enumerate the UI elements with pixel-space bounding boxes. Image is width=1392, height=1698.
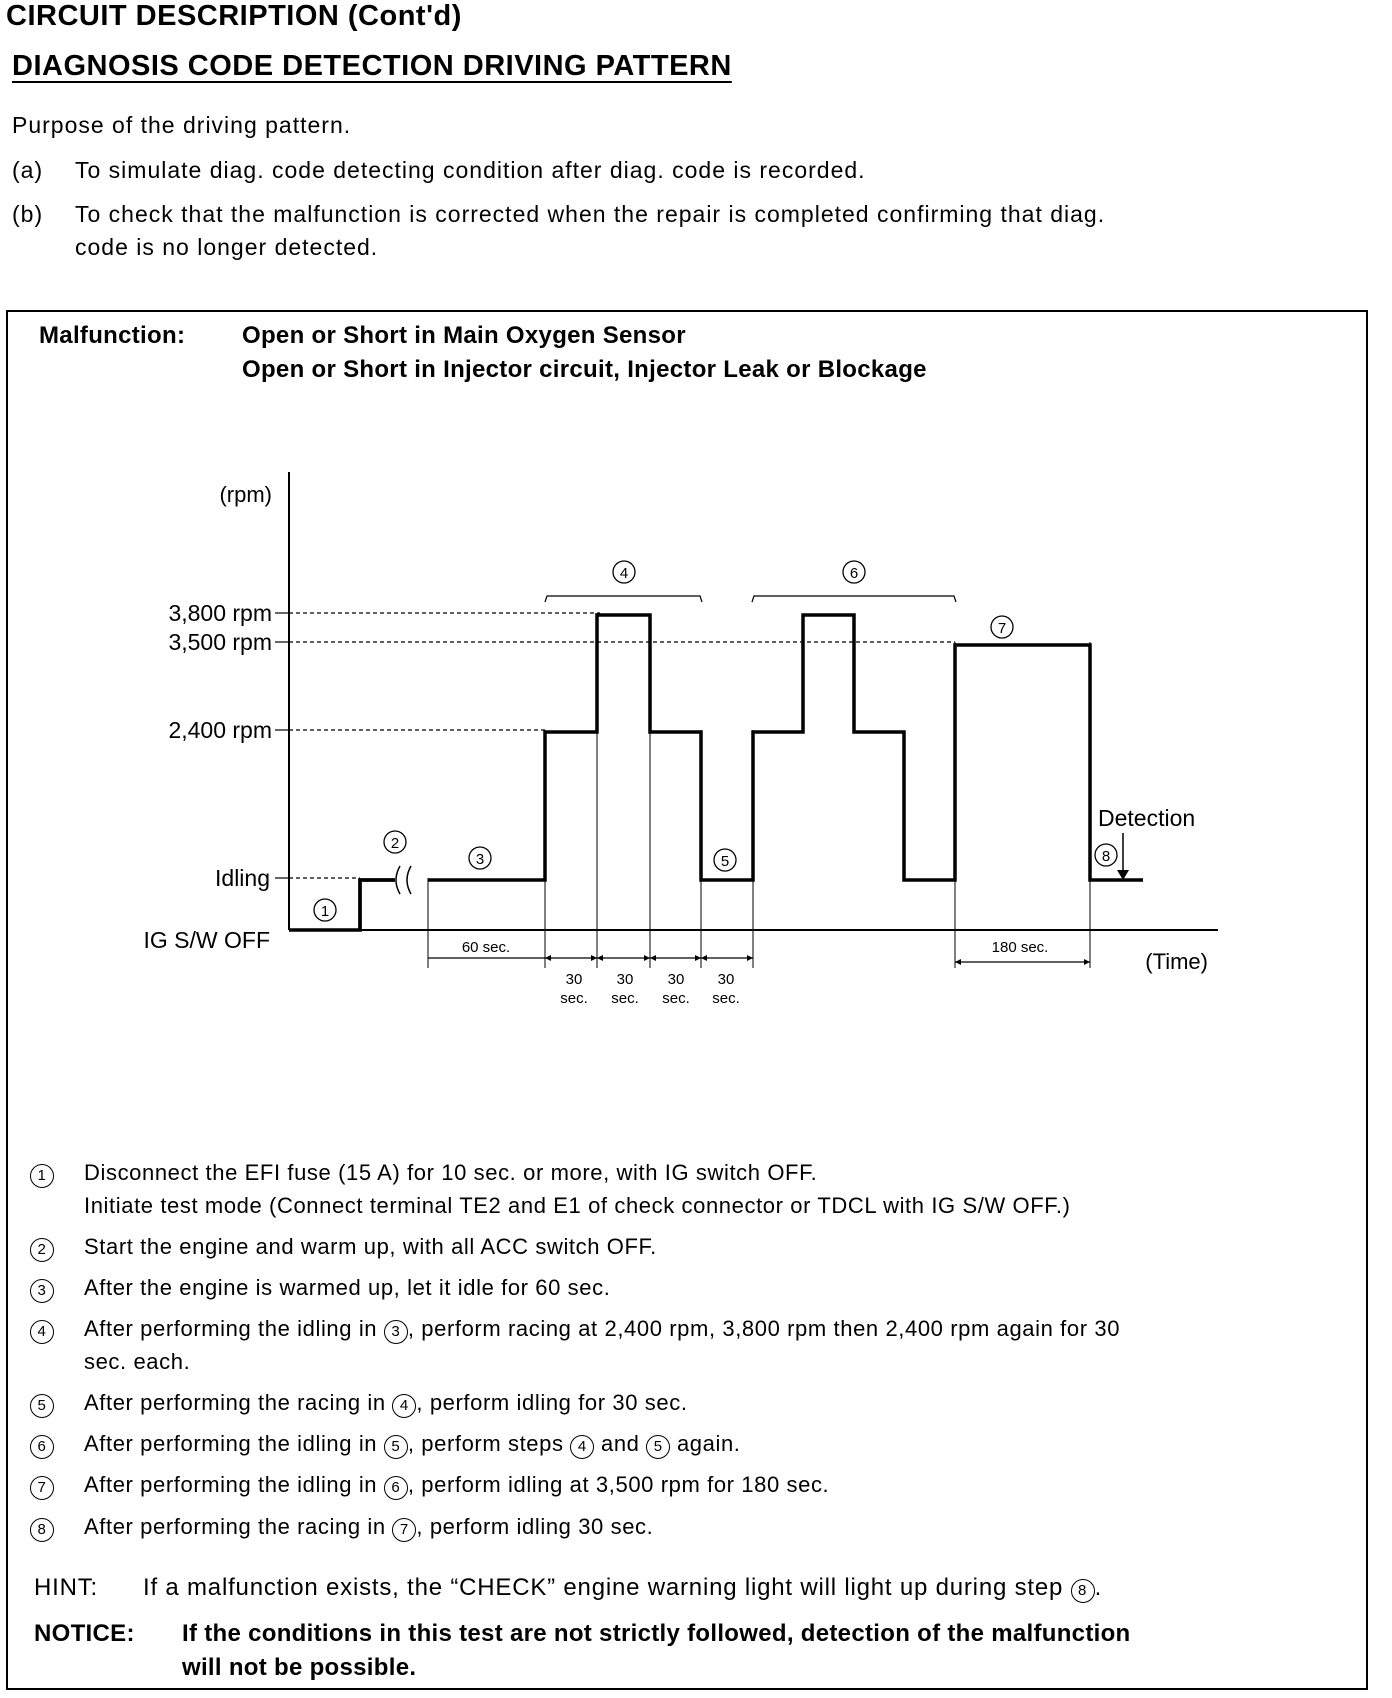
marker-8 <box>1095 844 1117 866</box>
step-7-text: After performing the idling in 6 , perform idling at 3,500 rpm for 180 sec. <box>84 1472 829 1500</box>
purpose-text-b: To check that the malfunction is corrected when the repair is completed confirming that diag. <box>75 201 1106 227</box>
level-label-2400: 2,400 rpm <box>168 717 272 743</box>
malfunction-line-1: Open or Short in Main Oxygen Sensor <box>242 322 686 349</box>
step-6-text: After performing the idling in 5 , perform steps 4 and 5 again. <box>84 1431 741 1459</box>
step-4-text: After performing the idling in 3 , perform racing at 2,400 rpm, 3,800 rpm then 2,400 rpm again for 30 <box>84 1316 1120 1344</box>
dim-180-label: 180 sec. <box>991 939 1049 956</box>
malfunction-line-2: Open or Short in Injector circuit, Injector Leak or Blockage <box>242 356 927 383</box>
marker-3 <box>469 847 491 869</box>
detection-label: Detection <box>1098 805 1196 831</box>
step-6-number: 6 <box>30 1435 54 1459</box>
notice-text-cont: will not be possible. <box>182 1654 417 1681</box>
notice-label: NOTICE: <box>34 1620 135 1647</box>
svg-text:5: 5 <box>720 853 730 870</box>
purpose-marker-a: (a) <box>12 157 44 183</box>
dim-30-labels <box>560 971 740 1007</box>
step-8-number: 8 <box>30 1518 54 1542</box>
bracket-6 <box>752 596 956 602</box>
step-4-number: 4 <box>30 1320 54 1344</box>
marker-2 <box>384 831 406 853</box>
hint-label: HINT: <box>34 1574 98 1601</box>
step-6 <box>30 1431 54 1459</box>
svg-text:sec.: sec. <box>611 990 639 1007</box>
svg-text:6: 6 <box>849 565 859 582</box>
marker-7 <box>991 616 1013 638</box>
diagram-markers <box>314 561 1117 921</box>
level-label-3500: 3,500 rpm <box>168 629 272 655</box>
step-2-text: Start the engine and warm up, with all ACC switch OFF. <box>84 1234 657 1259</box>
svg-text:1: 1 <box>320 903 330 920</box>
page-title: CIRCUIT DESCRIPTION (Cont'd) <box>6 0 462 32</box>
step-2-number: 2 <box>30 1238 54 1262</box>
step-8-text: After performing the racing in 7 , perform idling 30 sec. <box>84 1514 653 1542</box>
level-label-idling: Idling <box>215 865 270 891</box>
marker-6 <box>843 561 865 583</box>
step-3-text: After the engine is warmed up, let it idle for 60 sec. <box>84 1275 611 1300</box>
svg-text:sec.: sec. <box>560 990 588 1007</box>
x-unit-label: (Time) <box>1145 949 1208 974</box>
svg-text:4: 4 <box>619 565 629 582</box>
bracket-4 <box>545 596 702 602</box>
svg-text:sec.: sec. <box>662 990 690 1007</box>
page-subtitle: DIAGNOSIS CODE DETECTION DRIVING PATTERN <box>12 50 732 82</box>
marker-1 <box>314 899 336 921</box>
step-2 <box>30 1234 54 1262</box>
svg-text:8: 8 <box>1101 848 1111 865</box>
segment-guides <box>428 613 1090 968</box>
step-4 <box>30 1316 54 1344</box>
malfunction-label: Malfunction: <box>39 322 186 349</box>
svg-text:3: 3 <box>475 851 485 868</box>
hint-text: If a malfunction exists, the “CHECK” engine warning light will light up during step 8 . <box>143 1574 1103 1601</box>
step-8 <box>30 1514 54 1542</box>
level-label-3800: 3,800 rpm <box>168 600 272 626</box>
step-7-number: 7 <box>30 1476 54 1500</box>
break-symbol <box>396 866 400 894</box>
step-1-text-cont: Initiate test mode (Connect terminal TE2 and E1 of check connector or TDCL with IG S/W OFF.) <box>84 1193 1071 1218</box>
purpose-text-b-cont: code is no longer detected. <box>75 234 379 260</box>
svg-text:7: 7 <box>997 620 1007 637</box>
step-5-number: 5 <box>30 1394 54 1418</box>
step-3 <box>30 1275 54 1303</box>
step-7 <box>30 1472 54 1500</box>
step-5-text: After performing the racing in 4 , perform idling for 30 sec. <box>84 1390 688 1418</box>
marker-5 <box>714 849 736 871</box>
svg-text:2: 2 <box>390 835 400 852</box>
svg-text:30: 30 <box>616 971 634 988</box>
dim-60-label: 60 sec. <box>461 939 511 956</box>
step-1 <box>30 1160 54 1188</box>
svg-text:30: 30 <box>565 971 583 988</box>
svg-text:30: 30 <box>667 971 685 988</box>
rpm-trace <box>289 880 395 930</box>
level-label-off: IG S/W OFF <box>143 927 270 953</box>
step-1-number: 1 <box>30 1164 54 1188</box>
step-4-text-cont: sec. each. <box>84 1349 191 1374</box>
y-unit-label: (rpm) <box>219 482 272 507</box>
step-5 <box>30 1390 54 1418</box>
notice-text: If the conditions in this test are not strictly followed, detection of the malfunction <box>182 1620 1131 1647</box>
step-3-number: 3 <box>30 1279 54 1303</box>
marker-4 <box>613 561 635 583</box>
svg-text:30: 30 <box>717 971 735 988</box>
step-1-text: Disconnect the EFI fuse (15 A) for 10 sec. or more, with IG switch OFF. <box>84 1160 818 1185</box>
purpose-intro: Purpose of the driving pattern. <box>12 112 352 138</box>
purpose-marker-b: (b) <box>12 201 44 227</box>
svg-text:sec.: sec. <box>712 990 740 1007</box>
purpose-text-a: To simulate diag. code detecting condition after diag. code is recorded. <box>75 157 866 183</box>
